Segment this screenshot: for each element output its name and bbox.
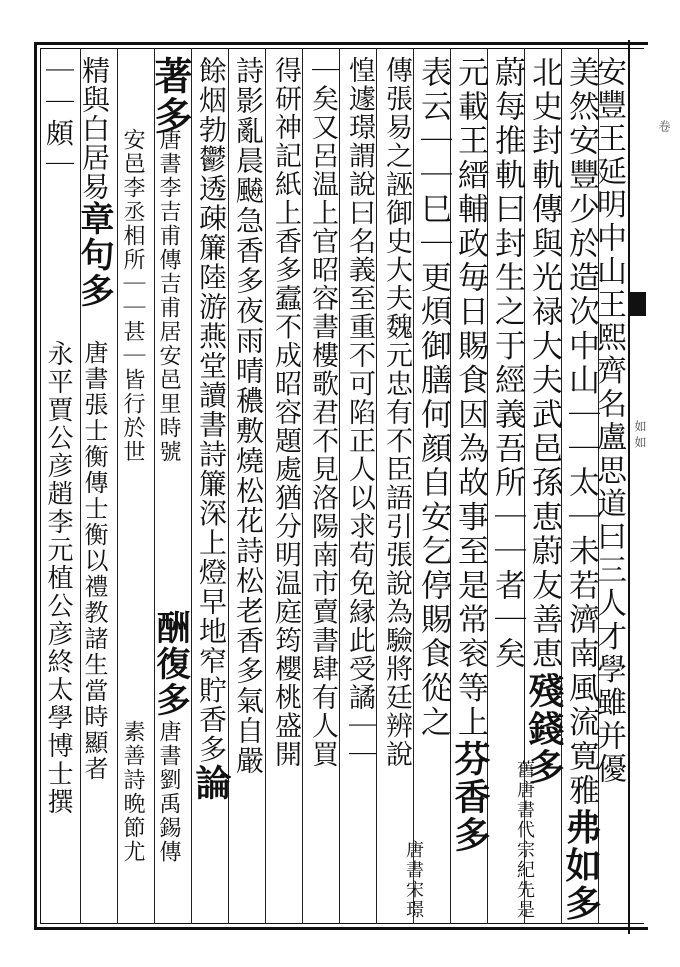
text-column-5 bbox=[450, 56, 490, 918]
annotation-block bbox=[120, 720, 152, 920]
text-column-11 bbox=[228, 56, 268, 918]
heading-term: 論 bbox=[190, 764, 232, 802]
column-text: ｜矣又呂温上官昭容書樓歌君不見洛陽南市賣書肆有人買 bbox=[307, 56, 338, 769]
fold-label: 如 如 bbox=[633, 420, 647, 448]
text-column-8 bbox=[339, 56, 379, 918]
text-column-2 bbox=[560, 56, 602, 923]
column-text: 美然安豐少於造次中山｜｜太｜未若濟南風流寛雅 bbox=[563, 56, 599, 809]
annotation-block bbox=[514, 760, 544, 920]
annotation-block bbox=[43, 340, 78, 920]
column-text: 傳張易之誣御史大夫魏元忠有不臣語引張說為驗將廷辨說 bbox=[381, 56, 412, 769]
heading-term: 章句多 bbox=[74, 201, 114, 309]
column-text: 餘烟勃鬱透疎簾陸游燕堂讀書詩簾深上燈早地窄貯香多 bbox=[195, 56, 228, 764]
column-text: 北史封軌傳與光禄大夫武邑孫恵蔚友善恵 bbox=[526, 56, 562, 672]
annotation-block bbox=[120, 128, 152, 648]
annotation-text: 唐書宋璟 bbox=[403, 840, 424, 920]
annotation-text: 永平賈公彦趙李元植公彦終太學博士撰 bbox=[43, 340, 73, 816]
column-text: 得研神記紙上香多蠧不成昭容題處猶分明温庭筠櫻桃盛開 bbox=[270, 56, 301, 769]
text-column-1 bbox=[591, 56, 628, 918]
text-column-12 bbox=[191, 56, 231, 918]
fold-fishtail-mark bbox=[630, 292, 646, 316]
text-column-7 bbox=[376, 56, 416, 918]
text-column-6 bbox=[413, 56, 453, 918]
text-column-9 bbox=[302, 56, 342, 918]
column-text: 表云｜｜巳｜更煩御膳何顔自安乞停賜食從之 bbox=[415, 56, 451, 740]
heading-term: 著多 bbox=[148, 56, 193, 136]
annotation-text: 唐書張士衡傳士衡以禮教諸生當時顯者 bbox=[80, 340, 108, 782]
fold-edge bbox=[628, 40, 648, 934]
text-column-10 bbox=[265, 56, 305, 918]
column-text: ｜｜頗｜ bbox=[42, 56, 75, 181]
annotation-text: 唐書劉禹錫傳 bbox=[156, 720, 181, 864]
annotation-block bbox=[156, 128, 188, 648]
heading-term: 殘錢多 bbox=[523, 671, 565, 786]
annotation-text: 安邑李丞相所｜｜甚｜皆行於世 bbox=[120, 128, 145, 464]
column-text: 精與白居易 bbox=[78, 56, 111, 201]
column-text: 惶遽璟謂說曰名義至重不可陷正人以求苟免縁此受譎｜｜ bbox=[344, 56, 375, 769]
text-column-4 bbox=[487, 56, 527, 918]
annotation-text: 素善詩晩節尤 bbox=[120, 720, 145, 864]
heading-block bbox=[140, 610, 190, 720]
annotation-block bbox=[80, 340, 114, 920]
fold-side-note: 卷 bbox=[657, 120, 671, 132]
column-text: 蔚每推軌曰封生之于經義吾所｜｜者｜矣 bbox=[489, 56, 525, 672]
annotation-text: 舊唐書代宗紀先是 bbox=[514, 760, 535, 920]
heading-term: 弗如多 bbox=[560, 808, 602, 923]
column-text: 元載王縉輔政毎日賜食因為故事至是常衮等上 bbox=[452, 56, 488, 740]
annotation-block bbox=[403, 840, 433, 920]
annotation-text: 唐書李吉甫傳吉甫居安邑里時號 bbox=[156, 128, 181, 464]
heading-term: 酬復多 bbox=[150, 610, 190, 718]
column-text: 詩影亂晨飇急香多夜雨晴穠敷燒松花詩松老香多氣自嚴 bbox=[232, 56, 265, 776]
heading-term: 芬香多 bbox=[449, 740, 491, 854]
column-text: 安豐王延明中山王熙齊名盧思道曰三人才學雖并優 bbox=[591, 56, 626, 787]
annotation-block bbox=[156, 720, 188, 920]
